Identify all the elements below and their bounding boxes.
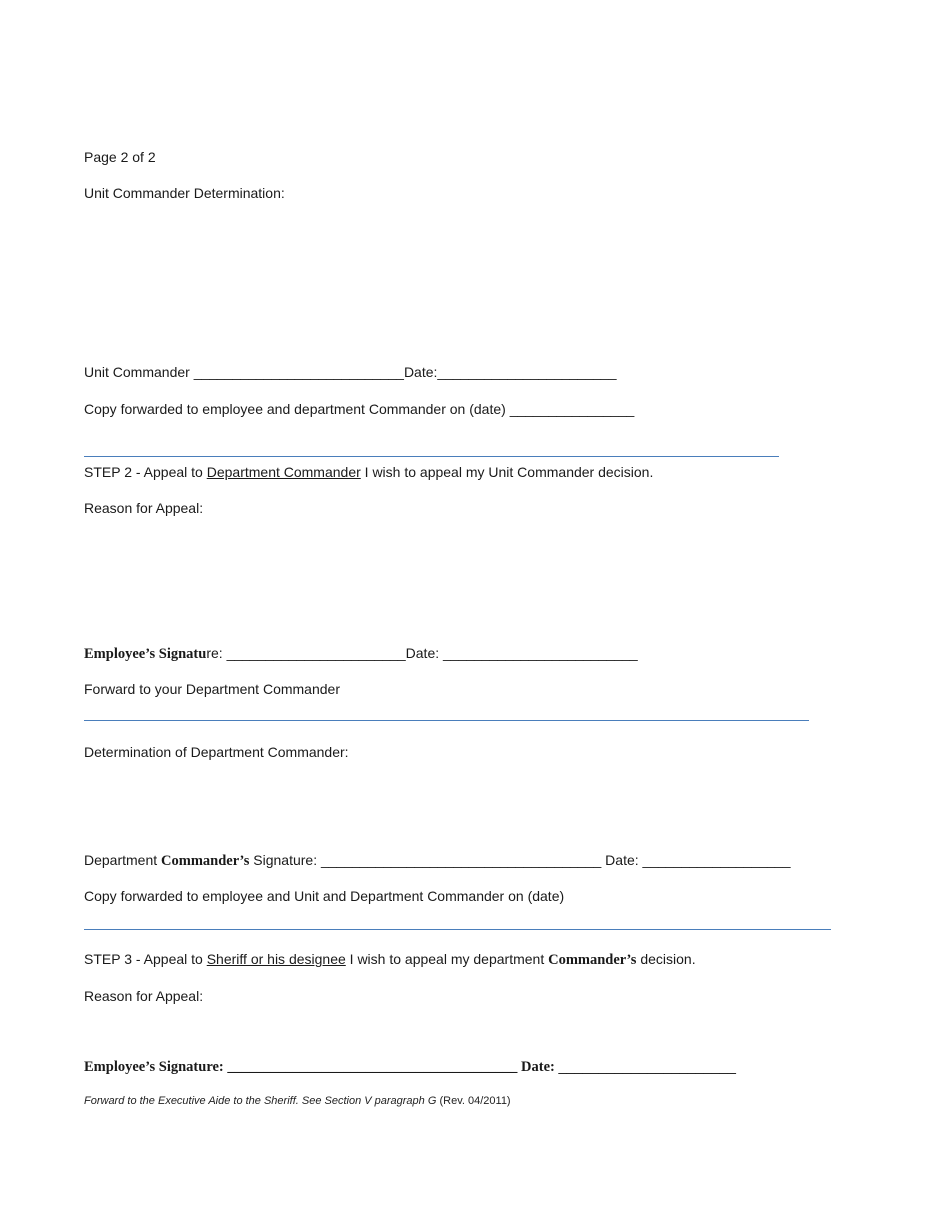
step2-sig-label-bold: Employee’s Signatu <box>84 646 207 662</box>
step3-prefix: STEP 3 - Appeal to <box>84 951 207 967</box>
step3-date-field[interactable]: ______________________ <box>558 1059 736 1075</box>
step3-reason-label: Reason for Appeal: <box>84 988 204 1004</box>
step3-employee-signature-line <box>84 1058 736 1076</box>
step3-suffix-a: I wish to appeal my department <box>345 951 549 967</box>
section-divider-1 <box>84 456 779 457</box>
unit-commander-signature-field[interactable]: ___________________________ <box>193 364 404 380</box>
step2-reason-label: Reason for Appeal: <box>84 500 204 516</box>
dc-date-label: Date: <box>601 852 643 868</box>
step3-suffix-b: decision. <box>636 951 696 967</box>
step3-heading <box>84 950 696 969</box>
step3-sig-label: Employee’s Signature: <box>84 1059 228 1075</box>
step2-forward-text: Forward to your Department Commander <box>84 681 340 697</box>
department-determination-heading: Determination of Department Commander: <box>84 744 349 760</box>
footer-text: Forward to the Executive Aide to the Sheriff. See Section V paragraph G <box>84 1095 440 1107</box>
unit-commander-heading: Unit Commander Determination: <box>84 185 285 201</box>
step2-date-field[interactable]: _________________________ <box>443 645 638 661</box>
step3-sheriff-link: Sheriff or his designee <box>206 951 346 967</box>
step2-sig-label-rest: re: <box>206 645 227 661</box>
unit-copy-date-field[interactable]: ________________ <box>509 401 635 417</box>
footer-note <box>84 1094 511 1108</box>
step2-suffix: I wish to appeal my Unit Commander decision. <box>360 464 654 480</box>
step3-signature-field[interactable]: ________________________________________ <box>227 1059 518 1075</box>
step2-employee-signature-field[interactable]: _______________________ <box>226 645 406 661</box>
unit-commander-label: Unit Commander <box>84 364 194 380</box>
step3-suffix-bold: Commander’s <box>548 952 637 968</box>
step2-employee-signature-line <box>84 644 638 663</box>
page-number: Page 2 of 2 <box>84 149 156 165</box>
dc-sig-bold: Commander’s <box>161 853 250 869</box>
unit-copy-forwarded-line <box>84 400 634 418</box>
step2-copy-forwarded-text: Copy forwarded to employee and Unit and Department Commander on (date) <box>84 888 565 904</box>
unit-copy-text: Copy forwarded to employee and department Commander on (date) <box>84 401 510 417</box>
step3-date-label: Date: <box>517 1059 559 1075</box>
unit-date-label: Date: <box>403 364 438 380</box>
dc-sig-rest: Signature: <box>249 852 321 868</box>
unit-commander-signature-line <box>84 363 617 381</box>
section-divider-3 <box>84 929 831 930</box>
step2-date-label: Date: <box>405 645 444 661</box>
step2-heading <box>84 463 653 481</box>
dc-sig-prefix: Department <box>84 852 162 868</box>
step2-prefix: STEP 2 - Appeal to <box>84 464 207 480</box>
footer-revision: (Rev. 04/2011) <box>439 1095 511 1107</box>
dc-date-field[interactable]: ___________________ <box>642 852 791 868</box>
department-commander-signature-line <box>84 851 790 870</box>
section-divider-2 <box>84 720 809 721</box>
step2-department-commander-link: Department Commander <box>206 464 361 480</box>
dc-signature-field[interactable]: ____________________________________ <box>320 852 602 868</box>
unit-date-field[interactable]: _______________________ <box>437 364 617 380</box>
